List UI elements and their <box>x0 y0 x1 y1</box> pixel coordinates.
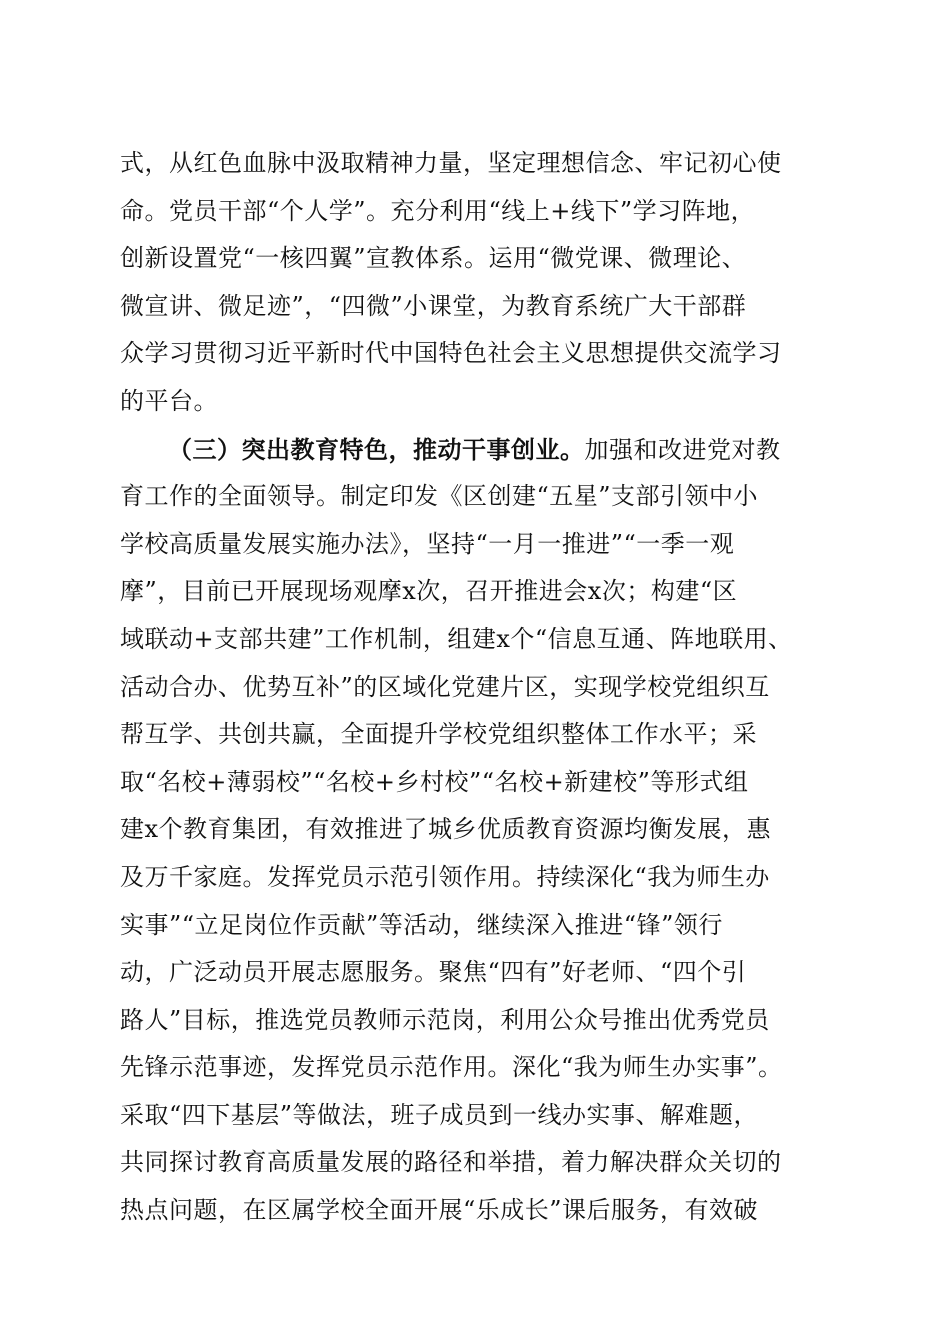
section-first-text: 加强和改进党对教 <box>584 435 781 464</box>
text-line-10: 摩”，目前已开展现场观摩x次，召开推进会x次；构建“区 <box>120 577 738 606</box>
text-line-5: 众学习贯彻习近平新时代中国特色社会主义思想提供交流学习 <box>120 339 782 368</box>
text-line-22: 共同探讨教育高质量发展的路径和举措，着力解决群众关切的 <box>120 1148 782 1177</box>
text-line-15: 建x个教育集团，有效推进了城乡优质教育资源均衡发展，惠 <box>120 815 772 844</box>
text-line-2: 命。党员干部“个人学”。充分利用“线上+线下”学习阵地， <box>120 196 756 225</box>
text-line-20: 先锋示范事迹，发挥党员示范作用。深化“我为师生办实事”。 <box>120 1053 783 1082</box>
text-line-16: 及万千家庭。发挥党员示范引领作用。持续深化“我为师生办 <box>120 862 770 891</box>
text-line-1: 式，从红色血脉中汲取精神力量，坚定理想信念、牢记初心使 <box>120 149 782 177</box>
text-line-23: 热点问题，在区属学校全面开展“乐成长”课后服务，有效破 <box>120 1196 759 1225</box>
text-line-14: 取“名校+薄弱校”“名校+乡村校”“名校+新建校”等形式组 <box>120 767 749 796</box>
text-line-18: 动，广泛动员开展志愿服务。聚焦“四有”好老师、“四个引 <box>120 958 747 987</box>
text-line-3: 创新设置党“一核四翼”宣教体系。运用“微党课、微理论、 <box>120 244 747 273</box>
text-line-13: 帮互学、共创共赢，全面提升学校党组织整体工作水平；采 <box>120 720 757 749</box>
text-line-6: 的平台。 <box>120 386 218 415</box>
text-line-17: 实事”“立足岗位作贡献”等活动，继续深入推进“锋”领行 <box>120 910 723 939</box>
section-line <box>120 426 840 474</box>
text-line-9: 学校高质量发展实施办法》，坚持“一月一推进”“一季一观 <box>120 529 735 558</box>
text-line-4: 微宣讲、微足迹”，“四微”小课堂，为教育系统广大干部群 <box>120 291 747 320</box>
text-line-21: 采取“四下基层”等做法，班子成员到一线办实事、解难题， <box>120 1100 759 1129</box>
text-line-19: 路人”目标，推选党员教师示范岗，利用公众号推出优秀党员 <box>120 1005 770 1034</box>
text-line-8: 育工作的全面领导。制定印发《区创建“五星”支部引领中小 <box>120 482 759 511</box>
section-heading: （三）突出教育特色，推动干事创业。 <box>168 434 585 464</box>
text-line-11: 域联动+支部共建”工作机制，组建x个“信息互通、阵地联用、 <box>120 624 793 653</box>
document-body <box>120 140 840 1235</box>
text-line-12: 活动合办、优势互补”的区域化党建片区，实现学校党组织互 <box>120 672 770 701</box>
